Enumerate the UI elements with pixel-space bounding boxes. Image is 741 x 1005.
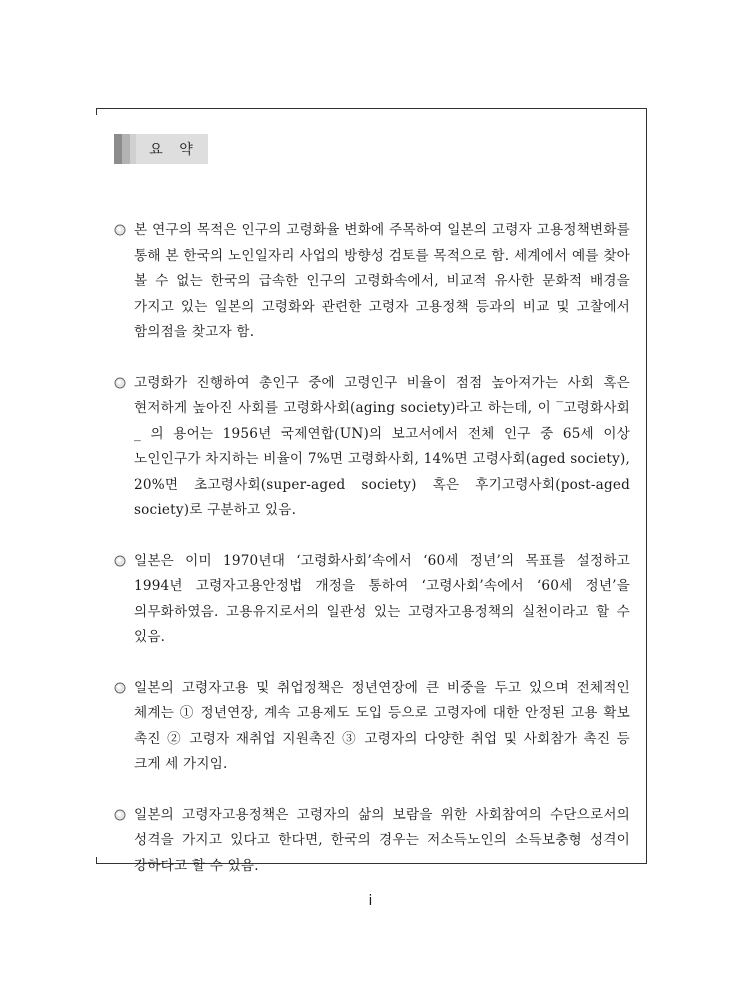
summary-heading-label: 요 약 [136, 134, 208, 164]
summary-item-text: 일본의 고령자고용정책은 고령자의 삶의 보람을 위한 사회참여의 수단으로서의 성격을 가지고 있다고 한다면, 한국의 경우는 저소득노인의 소득보충형 성격이 강하다고 할 수 있음. [134, 806, 630, 874]
summary-list [114, 218, 630, 879]
bullet-icon [114, 377, 126, 389]
bullet-icon [114, 809, 126, 821]
summary-item [114, 803, 630, 880]
summary-item-text: 일본은 이미 1970년대 ‘고령화사회’속에서 ‘60세 정년’의 목표를 설정하고 1994년 고령자고용안정법 개정을 통하여 ‘고령사회’속에서 ‘60세 정년’을 의무화하였음. 고용유지로서의 일관성 있는 고령자고용정책의 실천이라고 할 수 있음. [134, 552, 630, 645]
summary-item [114, 218, 630, 346]
page-number: i [368, 893, 373, 909]
summary-item [114, 549, 630, 651]
bullet-icon [114, 224, 126, 236]
summary-item-text: 본 연구의 목적은 인구의 고령화율 변화에 주목하여 일본의 고령자 고용정책변화를 통해 본 한국의 노인일자리 사업의 방향성 검토를 목적으로 함. 세계에서 예를 찾아 볼 수 없는 한국의 급속한 인구의 고령화속에서, 비교적 유사한 문화적 배경을 가지고 있는 일본의 고령화와 관련한 고령자 고용정책 등과의 비교 및 고찰에서 함의점을 찾고자 함. [134, 222, 630, 340]
summary-heading [114, 134, 208, 164]
summary-item [114, 371, 630, 524]
summary-item [114, 676, 630, 778]
summary-item-text: 일본의 고령자고용 및 취업정책은 정년연장에 큰 비중을 두고 있으며 전체적인 체계는 ① 정년연장, 계속 고용제도 도입 등으로 고령자에 대한 안정된 고용 확보 촉진 ② 고령자 재취업 지원촉진 ③ 고령자의 다양한 취업 및 사회참가 촉진 등 크게 세 가지임. [134, 679, 630, 772]
bullet-icon [114, 682, 126, 694]
bullet-icon [114, 555, 126, 567]
summary-item-text: 고령화가 진행하여 총인구 중에 고령인구 비율이 점점 높아져가는 사회 혹은 현저하게 높아진 사회를 고령화사회(aging society)라고 하는데, 이 ‾고령화사회_ 의 용어는 1956년 국제연합(UN)의 보고서에서 전체 인구 중 65세 이상 노인인구가 차지하는 비율이 7%면 고령화사회, 14%면 고령사회(aged society), 20%면 초고령사회(super-aged society) 혹은 후기고령사회(post-aged society)로 구분하고 있음. [134, 374, 630, 518]
